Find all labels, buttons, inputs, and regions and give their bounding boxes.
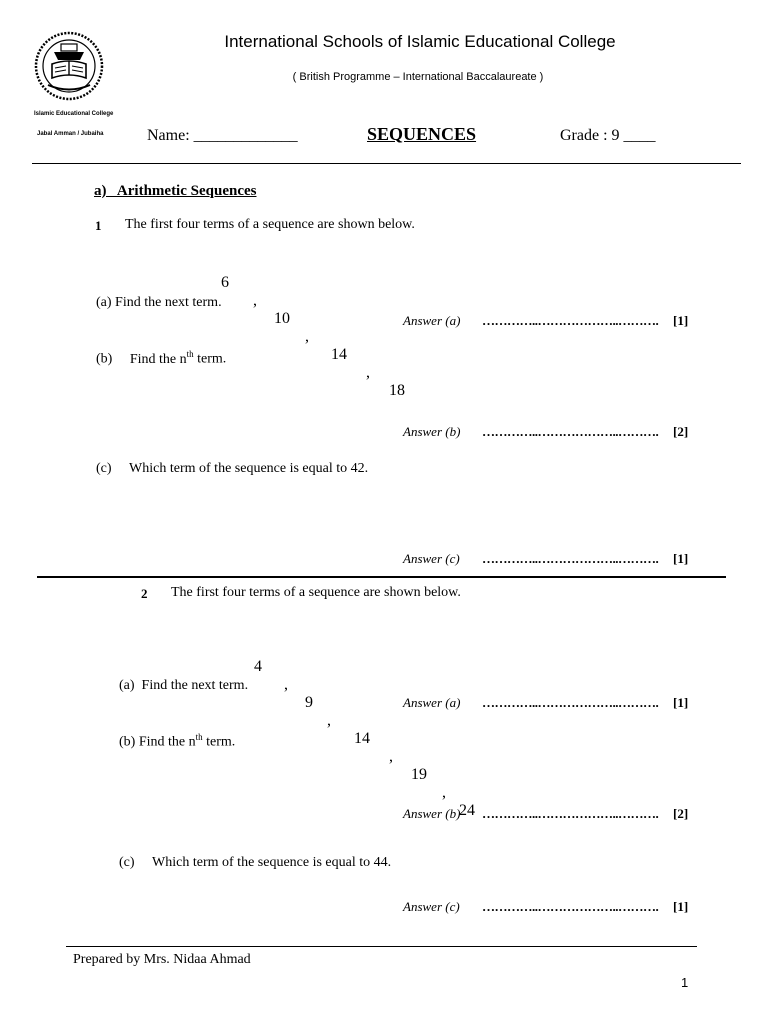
marks: [1] <box>673 899 689 914</box>
page-number: 1 <box>681 975 689 990</box>
answer-label: Answer (b) <box>403 424 461 439</box>
marks: [2] <box>673 424 689 439</box>
answer-line[interactable]: …………..………………..………. <box>482 806 659 821</box>
header-divider <box>32 163 741 164</box>
question-divider <box>37 576 726 578</box>
section-title: a) Arithmetic Sequences <box>94 183 257 199</box>
superscript: th <box>186 349 194 359</box>
answer-label: Answer (c) <box>403 899 460 914</box>
answer-label: Answer (c) <box>403 551 460 566</box>
part-text-end: term. <box>202 734 236 750</box>
part-label: (c) <box>119 855 135 870</box>
question-1-part-a: (a) Find the next term. <box>96 295 222 310</box>
part-label: (c) <box>96 461 112 476</box>
logo-caption-location: Jabal Amman / Jubaiha <box>37 131 104 137</box>
name-field: Name: _____________ <box>147 127 298 144</box>
marks: [2] <box>673 806 689 821</box>
programme-subtitle: ( British Programme – International Baccalaureate ) <box>292 71 544 83</box>
prepared-by: Prepared by Mrs. Nidaa Ahmad <box>73 952 251 967</box>
question-1-part-c <box>96 461 368 477</box>
question-1-prompt: The first four terms of a sequence are shown below. <box>125 217 415 232</box>
answer-line[interactable]: …………..………………..………. <box>482 424 659 439</box>
superscript: th <box>195 732 203 742</box>
grade-field: Grade : 9 ____ <box>560 127 656 144</box>
school-name: International Schools of Islamic Educational College <box>224 32 616 51</box>
footer-divider <box>66 946 697 947</box>
question-2-part-b <box>119 732 235 751</box>
sequence-term: 4 <box>254 658 262 675</box>
marks: [1] <box>673 551 689 566</box>
question-2-number: 2 <box>141 586 148 601</box>
answer-line[interactable]: …………..………………..………. <box>482 551 659 566</box>
part-text: Find the n <box>129 351 187 367</box>
sequence-comma: , <box>305 328 309 345</box>
answer-line[interactable]: …………..………………..………. <box>482 695 659 710</box>
question-2-part-a: (a) Find the next term. <box>119 678 249 693</box>
sequence-comma: , <box>442 784 446 801</box>
answer-line[interactable]: …………..………………..………. <box>482 899 659 914</box>
answer-line[interactable]: …………..………………..………. <box>482 313 659 328</box>
answer-label: Answer (a) <box>403 695 461 710</box>
part-text-end: term. <box>193 351 227 367</box>
logo-caption-school: Islamic Educational College <box>34 111 114 117</box>
part-label: (b) <box>96 351 113 367</box>
part-text: Which term of the sequence is equal to 42. <box>129 461 369 476</box>
answer-label: Answer (a) <box>403 313 461 328</box>
question-2-part-c <box>119 855 391 871</box>
part-text: Which term of the sequence is equal to 44. <box>152 855 392 870</box>
answer-label: Answer (b) <box>403 806 461 821</box>
sequence-term: 10 <box>274 310 290 327</box>
question-2-prompt: The first four terms of a sequence are shown below. <box>171 585 461 600</box>
sequence-comma: , <box>327 712 331 729</box>
question-1-part-b <box>96 349 226 368</box>
sequence-comma: , <box>389 748 393 765</box>
sequence-term: 19 <box>411 766 427 783</box>
sequence-comma: , <box>253 292 257 309</box>
worksheet-title: SEQUENCES <box>367 124 477 144</box>
sequence-term: 14 <box>354 730 370 747</box>
sequence-term: 6 <box>221 274 229 291</box>
sequence-comma: , <box>284 676 288 693</box>
sequence-term: 24 <box>459 802 475 819</box>
question-1-number: 1 <box>95 218 102 233</box>
sequence-term: 18 <box>389 382 405 399</box>
marks: [1] <box>673 313 689 328</box>
sequence-term: 14 <box>331 346 347 363</box>
part-text: (b) Find the n <box>119 734 196 750</box>
sequence-term: 9 <box>305 694 313 711</box>
marks: [1] <box>673 695 689 710</box>
sequence-comma: , <box>366 364 370 381</box>
